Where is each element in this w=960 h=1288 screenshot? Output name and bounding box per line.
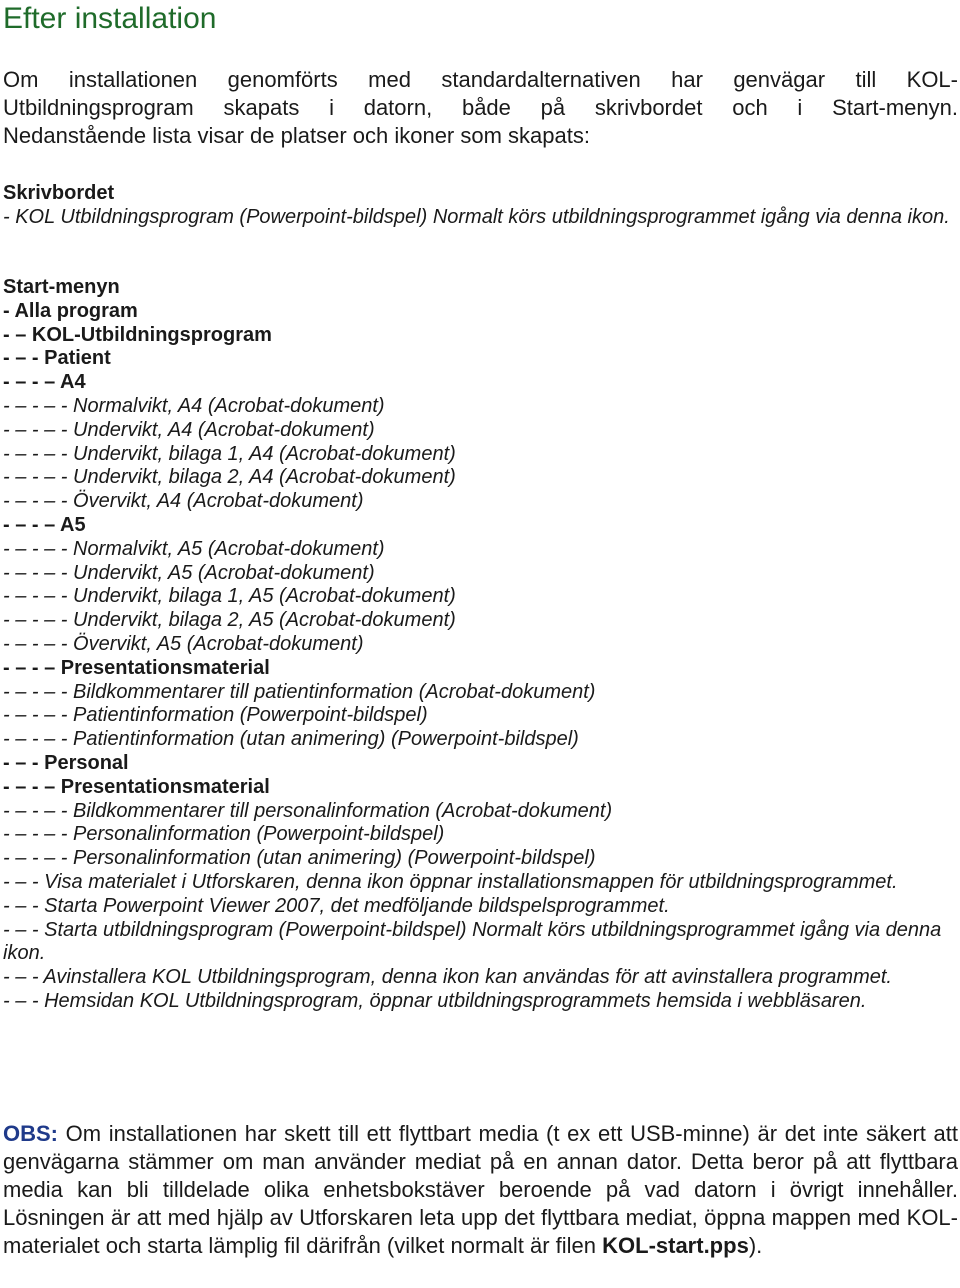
start-menu-row: - – - – - Undervikt, bilaga 1, A4 (Acrobat-dokument) (3, 442, 456, 465)
desktop-shortcut-item: - KOL Utbildningsprogram (Powerpoint-bildspel) Normalt körs utbildningsprogrammet igång via denna ikon. (3, 206, 950, 228)
start-menu-row: - – - – Presentationsmaterial (3, 775, 270, 798)
desktop-section (3, 181, 958, 229)
start-menu-row: - – - Patient (3, 347, 111, 370)
start-menu-row: - – - – - Bildkommentarer till personalinformation (Acrobat-dokument) (3, 799, 613, 822)
obs-label: OBS: (3, 1121, 58, 1146)
start-menu-row: - – - Avinstallera KOL Utbildningsprogram, denna ikon kan användas för att avinstallera programmet. (3, 966, 892, 989)
intro-line-1: Om installationen genomförts med standardalternativen har genvägar till KOL- (3, 67, 958, 92)
start-menu-row: - – - Hemsidan KOL Utbildningsprogram, öppnar utbildningsprogrammets hemsida i webbläsaren. (3, 989, 867, 1012)
start-menu-row: - – - Visa materialet i Utforskaren, denna ikon öppnar installationsmappen för utbildningsprogrammet. (3, 870, 898, 893)
start-menu-row: - – - – Presentationsmaterial (3, 656, 270, 679)
intro-line-3: Nedanstående lista visar de platser och ikoner som skapats: (3, 123, 590, 148)
intro-line-2: Utbildningsprogram skapats i datorn, både på skrivbordet och i Start-menyn. (3, 95, 958, 120)
page-title: Efter installation (3, 2, 217, 35)
start-menu-row: - – - Starta Powerpoint Viewer 2007, det medföljande bildspelsprogrammet. (3, 894, 670, 917)
start-menu-row: - Alla program (3, 299, 138, 322)
start-menu-heading: Start-menyn (3, 276, 120, 298)
obs-tail: ). (748, 1233, 763, 1258)
start-menu-row: - – - – - Undervikt, bilaga 1, A5 (Acrobat-dokument) (3, 585, 456, 608)
start-menu-row: - – - – - Undervikt, bilaga 2, A5 (Acrobat-dokument) (3, 609, 456, 632)
start-menu-row: - – - – A5 (3, 513, 86, 536)
start-menu-row: - – - Starta utbildningsprogram (Powerpoint-bildspel) Normalt körs utbildningsprogrammet igång via denna ikon. (3, 918, 942, 965)
start-menu-row: - – - – - Patientinformation (Powerpoint-bildspel) (3, 704, 428, 727)
intro-paragraph (3, 66, 958, 150)
start-menu-row: - – - – - Bildkommentarer till patientinformation (Acrobat-dokument) (3, 680, 596, 703)
start-menu-section (3, 276, 958, 1014)
start-menu-row: - – - – - Patientinformation (utan animering) (Powerpoint-bildspel) (3, 728, 579, 751)
start-menu-row: - – - – - Övervikt, A4 (Acrobat-dokument) (3, 490, 364, 513)
start-menu-row: - – KOL-Utbildningsprogram (3, 323, 272, 346)
start-menu-row: - – - – - Övervikt, A5 (Acrobat-dokument) (3, 632, 364, 655)
start-menu-row: - – - – - Undervikt, A4 (Acrobat-dokument) (3, 418, 375, 441)
start-menu-row: - – - – - Normalvikt, A5 (Acrobat-dokument) (3, 537, 385, 560)
start-menu-row: - – - – - Normalvikt, A4 (Acrobat-dokument) (3, 394, 385, 417)
start-menu-row: - – - – A4 (3, 371, 86, 394)
desktop-heading: Skrivbordet (3, 182, 115, 204)
obs-note (3, 1120, 958, 1260)
start-menu-row: - – - – - Personalinformation (utan animering) (Powerpoint-bildspel) (3, 847, 596, 870)
obs-text: Om installationen har skett till ett flyttbart media (t ex ett USB-minne) är det inte säkert att genvägarna stämmer om man använder mediat på en annan dator. Detta beror på att flyttbara media kan bli tilldelade olika enhetsbokstäver beroende på vad datorn i övrigt innehåller. Lösningen är att med hjälp av Utforskaren leta upp det flyttbara mediat, öppna mappen med KOL-materialet och starta lämplig fil därifrån (vilket normalt är filen (3, 1121, 958, 1258)
start-menu-row: - – - – - Undervikt, bilaga 2, A4 (Acrobat-dokument) (3, 466, 456, 489)
start-menu-row: - – - Personal (3, 751, 129, 774)
start-menu-row: - – - – - Undervikt, A5 (Acrobat-dokument) (3, 561, 375, 584)
start-menu-row: - – - – - Personalinformation (Powerpoint-bildspel) (3, 823, 445, 846)
obs-filename: KOL-start.pps (602, 1233, 749, 1258)
